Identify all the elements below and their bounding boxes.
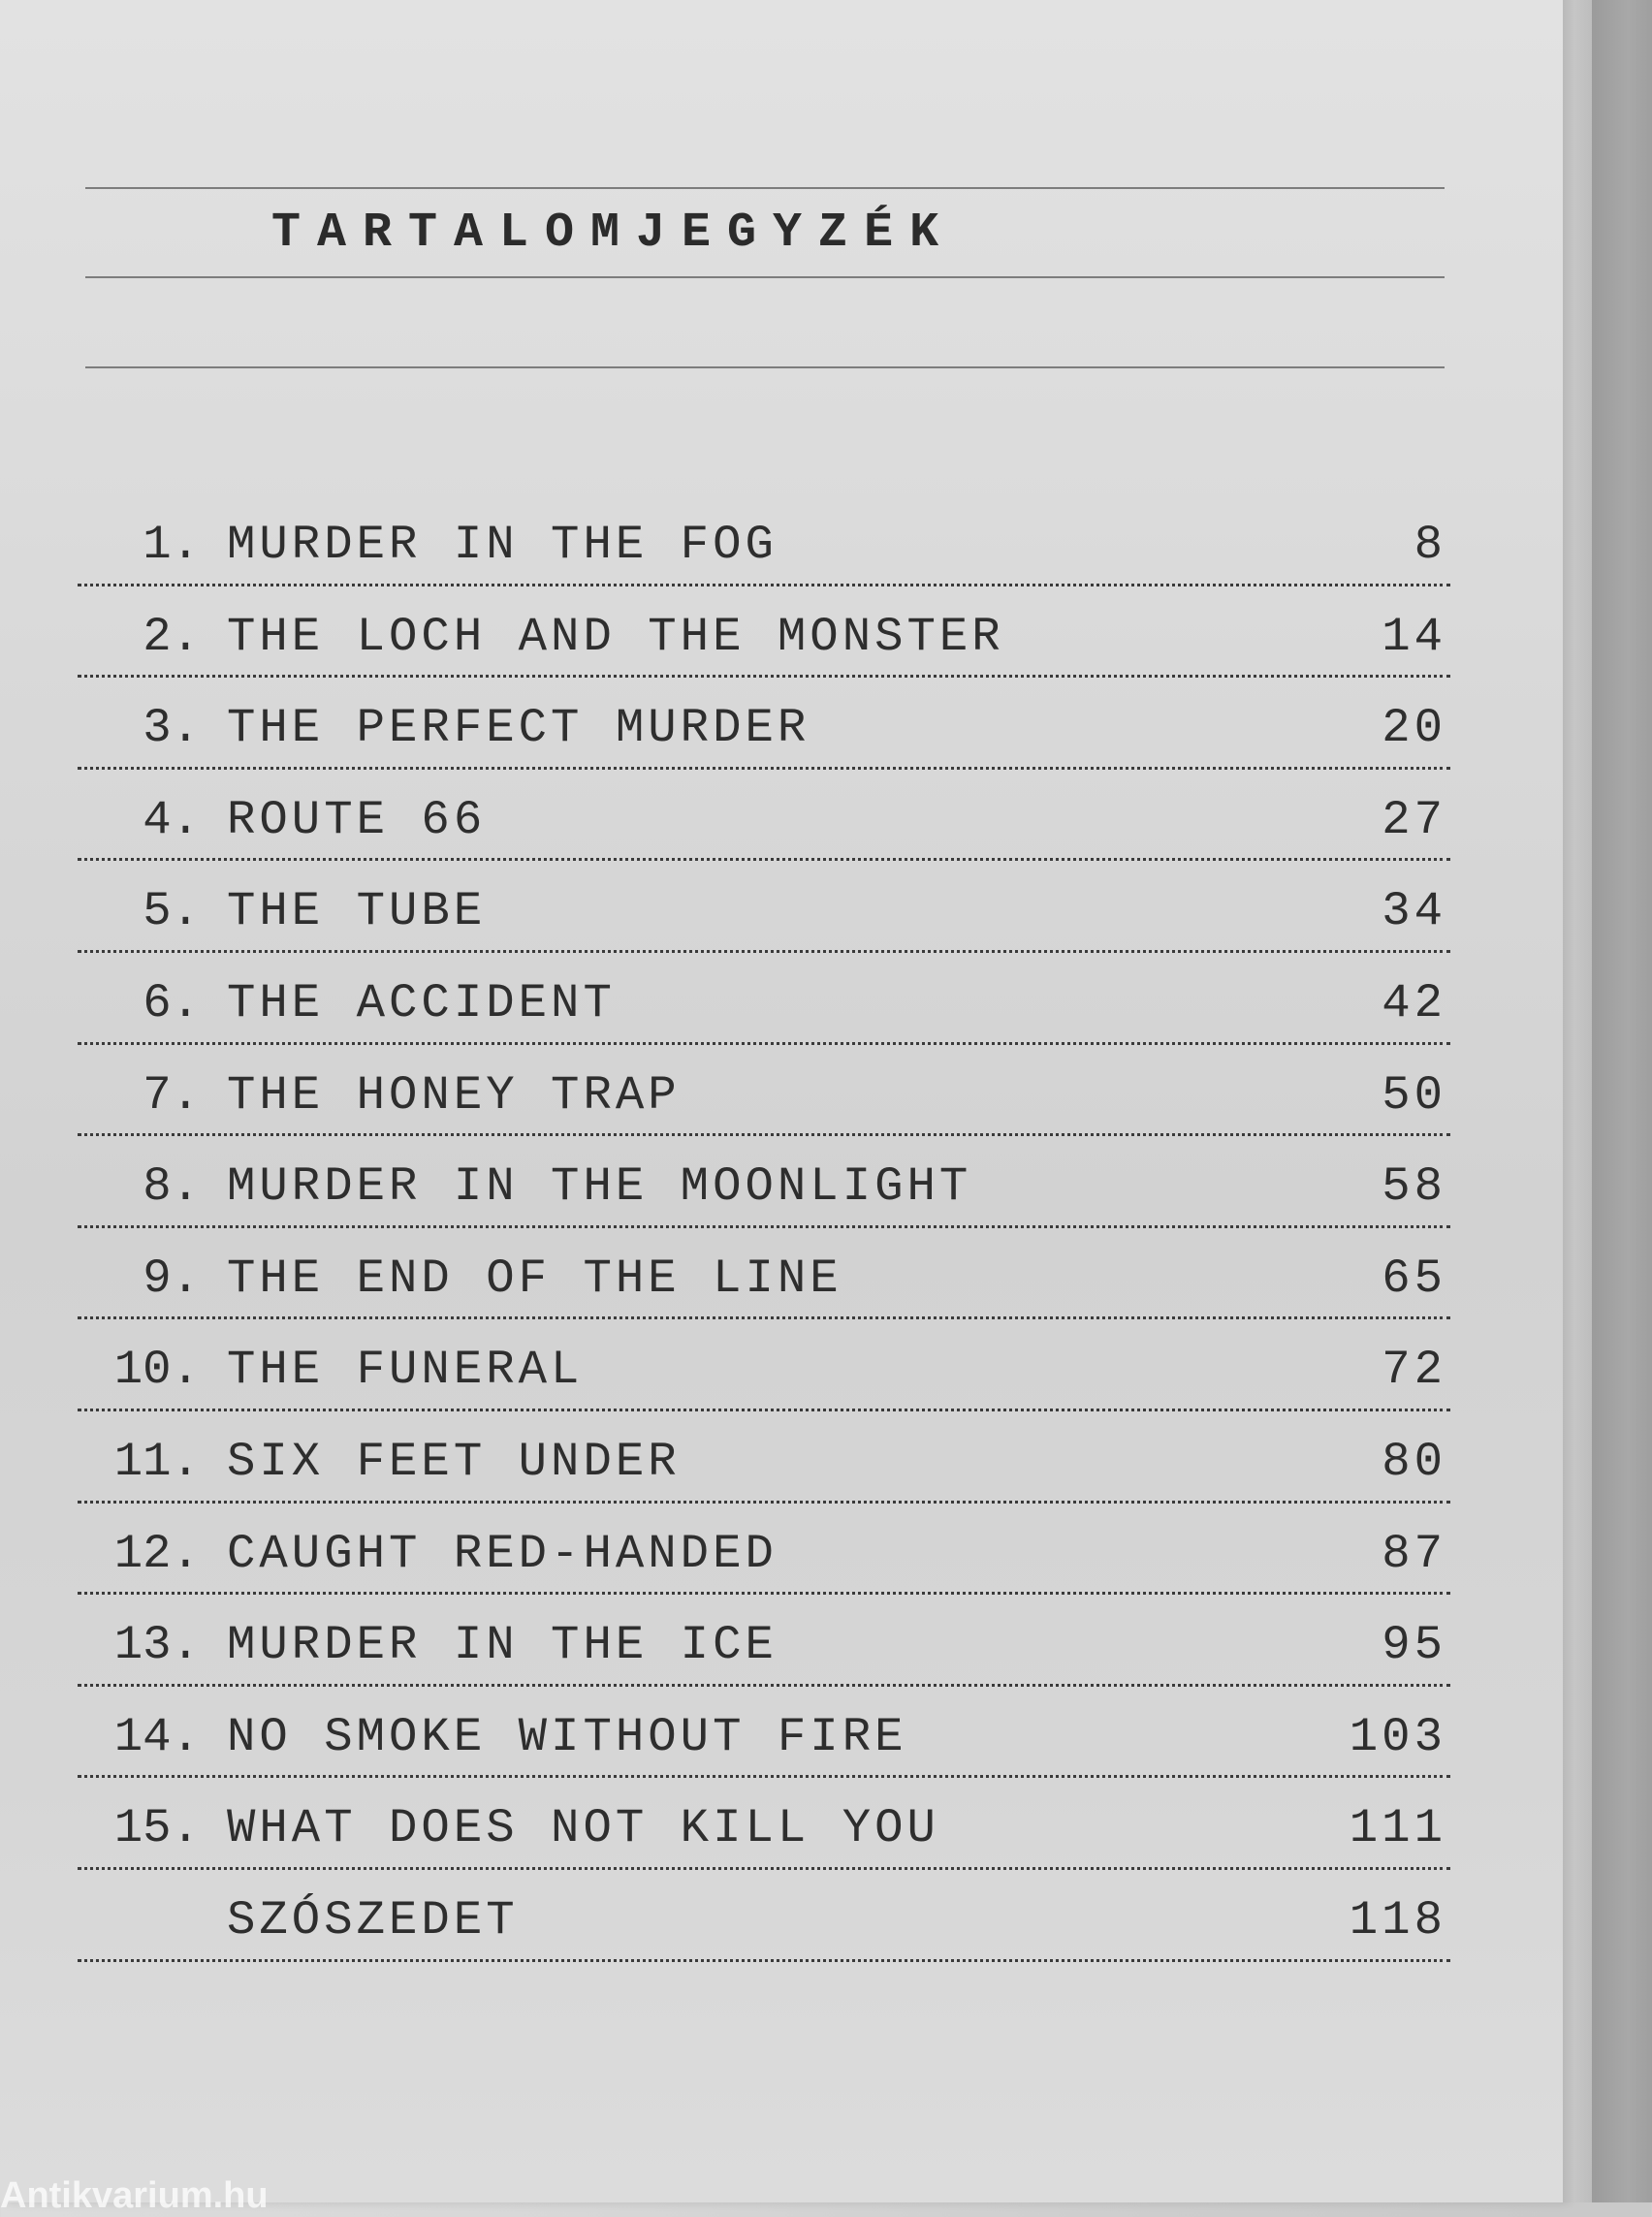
toc-entry-title: ROUTE 66 [227, 792, 487, 847]
toc-entry-number: 7. [143, 1067, 200, 1123]
toc-entry-title: THE LOCH AND THE MONSTER [227, 609, 1004, 664]
toc-entry-title: THE TUBE [227, 884, 487, 939]
toc-entry-page: 80 [1382, 1434, 1446, 1489]
toc-entry-number: 3. [143, 701, 200, 756]
toc-entry-number: 6. [143, 975, 200, 1030]
toc-entry [78, 953, 1450, 1045]
toc-entry [78, 1687, 1450, 1779]
toc-entry [78, 1136, 1450, 1228]
book-cover-edge [1592, 0, 1652, 2202]
toc-entry-page: 95 [1382, 1618, 1446, 1673]
toc-entry-title: THE ACCIDENT [227, 975, 616, 1030]
toc-entry-number: 14. [113, 1709, 200, 1764]
section-rule [85, 366, 1445, 368]
toc-entry-number: 1. [143, 518, 200, 572]
toc-entry [78, 770, 1450, 862]
toc-entry [78, 1319, 1450, 1411]
toc-entry-page: 8 [1414, 518, 1446, 572]
toc-entry [78, 494, 1450, 586]
toc-entry [78, 1595, 1450, 1687]
toc-entry-page: 111 [1349, 1801, 1446, 1856]
toc-entry-number: 5. [143, 884, 200, 939]
toc-entry-title: THE PERFECT MURDER [227, 701, 810, 756]
toc-entry-number: 15. [113, 1801, 200, 1856]
toc-entry [78, 1228, 1450, 1320]
toc-entry-title: SIX FEET UNDER [227, 1434, 681, 1489]
toc-entry [78, 861, 1450, 953]
toc-entry-title: THE END OF THE LINE [227, 1251, 842, 1306]
toc-entry-number: 2. [143, 609, 200, 664]
toc-entry-title: CAUGHT RED-HANDED [227, 1526, 778, 1581]
table-of-contents [78, 494, 1450, 1962]
toc-entry-title: NO SMOKE WITHOUT FIRE [227, 1709, 907, 1764]
toc-entry [78, 1504, 1450, 1596]
toc-entry-title: MURDER IN THE FOG [227, 518, 778, 572]
toc-entry [78, 678, 1450, 770]
toc-entry-number: 12. [113, 1526, 200, 1581]
toc-entry-title: WHAT DOES NOT KILL YOU [227, 1801, 939, 1856]
toc-entry-page: 72 [1382, 1343, 1446, 1398]
toc-entry-page: 65 [1382, 1251, 1446, 1306]
toc-entry-number: 8. [143, 1159, 200, 1215]
toc-entry-page: 14 [1382, 609, 1446, 664]
watermark: Antikvarium.hu [0, 2175, 269, 2216]
toc-entry [78, 1870, 1450, 1962]
toc-entry-number: 9. [143, 1251, 200, 1306]
toc-entry-number: 10. [113, 1343, 200, 1398]
toc-entry [78, 1411, 1450, 1504]
toc-entry-title: SZÓSZEDET [227, 1892, 519, 1948]
toc-entry-title: THE FUNERAL [227, 1343, 584, 1398]
toc-entry-page: 27 [1382, 792, 1446, 847]
toc-entry-page: 34 [1382, 884, 1446, 939]
toc-entry-page: 118 [1349, 1892, 1446, 1948]
toc-entry-page: 20 [1382, 701, 1446, 756]
toc-entry-page: 42 [1382, 975, 1446, 1030]
toc-entry-title: THE HONEY TRAP [227, 1067, 681, 1123]
toc-entry [78, 1045, 1450, 1137]
heading-rule-bottom [85, 276, 1445, 278]
toc-entry-page: 103 [1349, 1709, 1446, 1764]
toc-entry-page: 58 [1382, 1159, 1446, 1215]
page-title: TARTALOMJEGYZÉK [271, 206, 956, 261]
toc-entry [78, 1778, 1450, 1870]
toc-entry-title: MURDER IN THE MOONLIGHT [227, 1159, 972, 1215]
page-edge [1563, 0, 1592, 2202]
toc-entry-number: 4. [143, 792, 200, 847]
heading-rule-top [85, 187, 1445, 189]
toc-entry-page: 87 [1382, 1526, 1446, 1581]
toc-entry-number: 13. [113, 1618, 200, 1673]
toc-entry-page: 50 [1382, 1067, 1446, 1123]
toc-entry [78, 586, 1450, 679]
toc-entry-number: 11. [113, 1434, 200, 1489]
toc-entry-title: MURDER IN THE ICE [227, 1618, 778, 1673]
